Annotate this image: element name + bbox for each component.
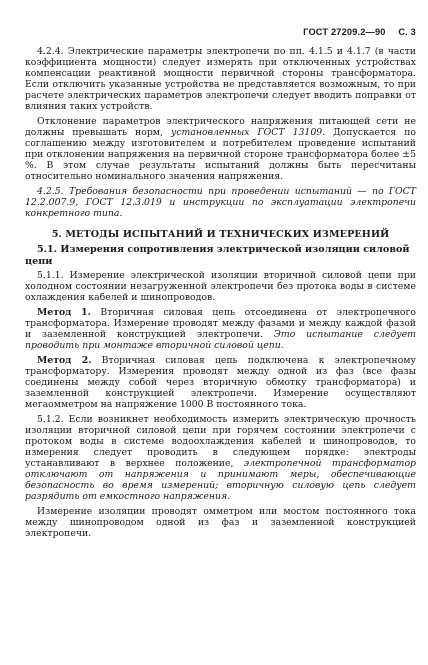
paragraph-4-2-4: 4.2.4. Электрические параметры электропечи по пп. 4.1.5 и 4.1.7 (в части коэффициента мощности) следует измерять при отключенных устройствах компенсации реактивной мощности первичной стороны трансформатора. Если отключить указанные устройства не представляется возможным, то при расчете электрических параметров электропечи следует вводить поправки от влияния таких устройств. [25, 46, 416, 112]
deviation-gost-ref: установленных ГОСТ 13109. [170, 127, 326, 138]
method-1-text: Вторичная силовая цепь отсоединена от электропечного трансформатора. Измерение проводят между фазами и между каждой фазой и заземленной конструкцией электропечи. [25, 307, 416, 340]
subsection-5-1-title: 5.1. Измерения сопротивления электрической изоляции силовой цепи [25, 244, 410, 267]
deviation-text-a: Отклонение параметров электрического напряжения питающей сети не должны превышать норм, [25, 116, 416, 138]
method-2-label: Метод 2. [37, 355, 92, 366]
page-header [303, 27, 416, 37]
standard-number: ГОСТ 27209.2—90 [303, 27, 386, 37]
paragraph-5-1-1: 5.1.1. Измерение электрической изоляции вторичной силовой цепи при холодном состоянии незагруженной электропечи без протока воды в системе охлаждения кабелей и шинопроводов. [25, 270, 416, 303]
p512-note: электропечной трансформатор отключают от напряжения и принимают меры, обеспечивающие безопасность во время измерений; вторичную силовую цепь следует разрядить от емкостного напряжения. [25, 458, 417, 502]
deviation-text-b: Допускается по соглашению между изготовителем и потребителем проведение испытаний при отклонении напряжения на первичной стороне трансформатора более ±5 %. В этом случае результаты испытаний должны быть пересчитаны относительно номинального значения напряжения. [25, 127, 416, 182]
method-1-label: Метод 1. [37, 307, 91, 318]
paragraph-method-1 [25, 307, 416, 351]
document-body [25, 46, 416, 539]
paragraph-method-2 [25, 355, 416, 410]
paragraph-4-2-5: 4.2.5. Требования безопасности при проведении испытаний — по ГОСТ 12.2.007.9, ГОСТ 12.3.019 и инструкции по эксплуатации электропечи конкретного типа. [25, 186, 416, 219]
paragraph-deviation [25, 116, 416, 182]
paragraph-insulation-measurement: Измерение изоляции проводят омметром или мостом постоянного тока между шинопроводом одной из фаз и заземленной конструкцией электропечи. [25, 506, 416, 539]
method-2-text: Вторичная силовая цепь подключена к электропечному трансформатору. Измерения проводят между одной из фаз (все фазы соединены между собой через вторичную обмотку трансформатора) и заземленной конструкцией электропечи. Измерение осуществляют мегаомметром на напряжение 1000 В постоянного тока. [25, 355, 416, 410]
method-1-note: Это испытание следует проводить при монтаже вторичной силовой цепи. [25, 329, 416, 351]
page-number: С. 3 [398, 27, 416, 37]
section-5-title: 5. МЕТОДЫ ИСПЫТАНИЙ И ТЕХНИЧЕСКИХ ИЗМЕРЕНИЙ [51, 229, 390, 240]
paragraph-5-1-2 [25, 414, 416, 502]
p512-text: 5.1.2. Если возникнет необходимость измерить электрическую прочность изоляции вторичной силовой цепи при горячем состоянии электропечи с протоком воды в системе водоохлаждения кабелей и шинопроводов, то измерения следует проводить в следующем порядке: электроды устанавливают в верхнее положение, [25, 414, 416, 469]
